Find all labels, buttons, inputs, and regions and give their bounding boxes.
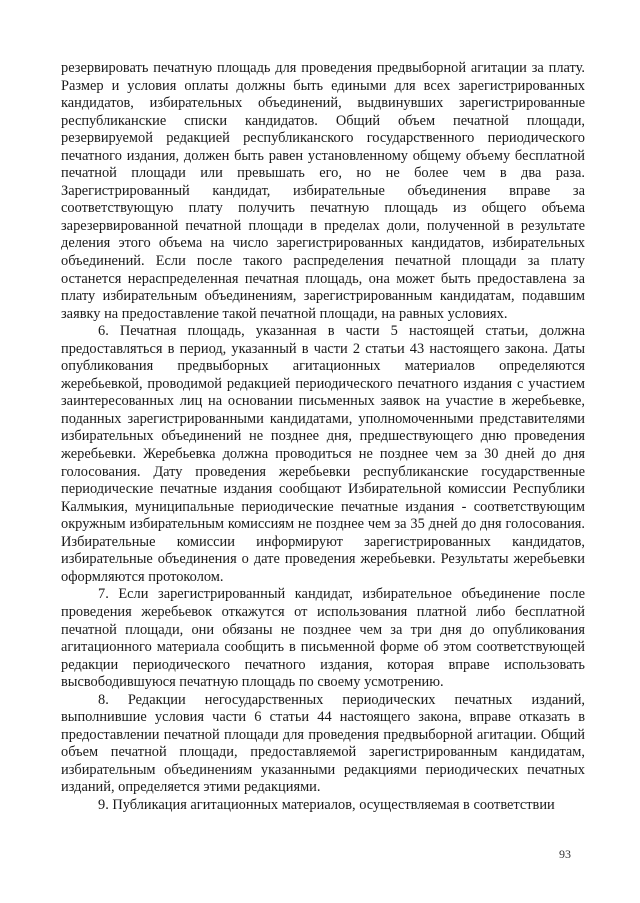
paragraph-6: 6. Печатная площадь, указанная в части 5 настоящей статьи, должна предоставляться в период, указанный в части 2 статьи 43 настоящего закона. Даты опубликования предвыборных агитационных материалов определяются жеребьевкой, проводимой редакцией периодического печатного издания с участием заинтересованных лиц на основании письменных заявок на участие в жеребьевке, поданных зарегистрированными кандидатами, уполномоченными представителями избирательных объединений не позднее дня, предшествующего дню проведения жеребьевки. Жеребьевка должна проводиться не позднее чем за 30 дней до дня голосования. Дату проведения жеребьевки республиканские государственные периодические печатные издания сообщают Избирательной комиссии Республики Калмыкия, муниципальные периодические печатные издания - соответствующим окружным избирательным комиссиям не позднее чем за 35 дней до дня голосования. Избирательные комиссии информируют зарегистрированных кандидатов, избирательные объединения о дате проведения жеребьевки. Результаты жеребьевки оформляются протоколом. xyxy=(61,323,585,585)
paragraph-continuation: резервировать печатную площадь для проведения предвыборной агитации за плату. Размер и условия оплаты должны быть едиными для всех зарегистрированных кандидатов, избирательных объединений, выдвинувших зарегистрированные республиканские списки кандидатов. Общий объем печатной площади, резервируемой редакцией республиканского государственного периодического печатного издания, должен быть равен установленному общему объему бесплатной печатной площади или превышать его, но не более чем в два раза. Зарегистрированный кандидат, избирательные объединения вправе за соответствующую плату получить печатную площадь из общего объема зарезервированной печатной площади в пределах доли, полученной в результате деления этого объема на число зарегистрированных кандидатов, избирательных объединений. Если после такого распределения печатной площади за плату останется нераспределенная печатная площадь, она может быть предоставлена за плату избирательным объединениям, зарегистрированным кандидатам, подавшим заявку на предоставление такой печатной площади, на равных условиях. xyxy=(61,60,585,322)
paragraph-7: 7. Если зарегистрированный кандидат, избирательное объединение после проведения жеребьевок откажутся от использования платной либо бесплатной печатной площади, они обязаны не позднее чем за три дня до опубликования агитационного материала сообщить в письменной форме об этом соответствующей редакции периодического печатного издания, которая вправе использовать высвободившуюся печатную площадь по своему усмотрению. xyxy=(61,586,585,691)
document-body xyxy=(61,60,585,815)
paragraph-9: 9. Публикация агитационных материалов, осуществляемая в соответствии xyxy=(98,796,555,813)
page-number: 93 xyxy=(559,847,571,861)
paragraph-8: 8. Редакции негосударственных периодических печатных изданий, выполнившие условия части 6 статьи 44 настоящего закона, вправе отказать в предоставлении печатной площади для проведения предвыборной агитации. Общий объем печатной площади, предоставляемой зарегистрированным кандидатам, избирательным объединениям указанными редакциями периодических печатных изданий, определяется этими редакциями. xyxy=(61,691,585,796)
